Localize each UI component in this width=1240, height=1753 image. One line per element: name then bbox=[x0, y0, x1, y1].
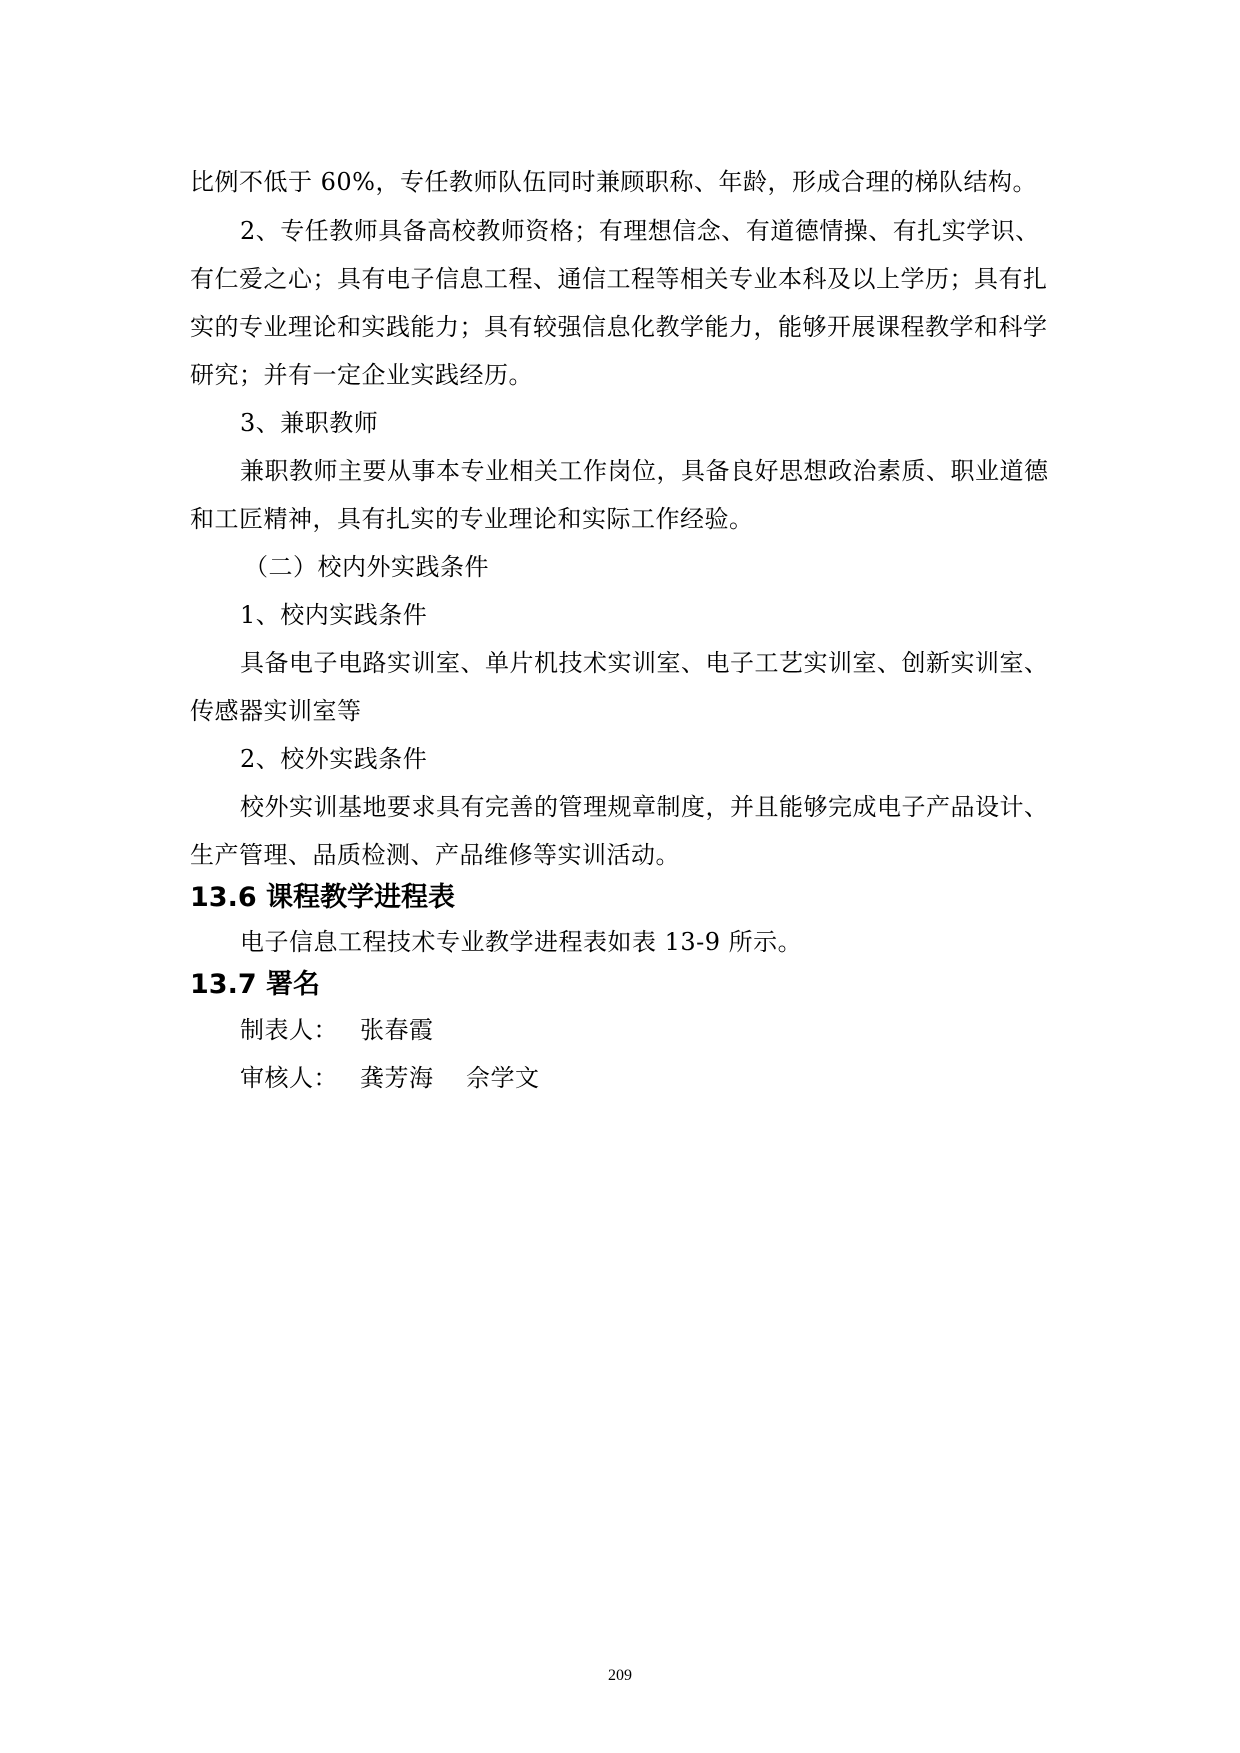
heading-13-6: 13.6 课程教学进程表 bbox=[190, 882, 456, 913]
reviewer-label: 审核人： bbox=[240, 1064, 338, 1092]
subsection-title: 1、校内实践条件 bbox=[240, 601, 428, 629]
preparer-line bbox=[240, 1014, 1070, 1046]
paragraph-line: 比例不低于 60%，专任教师队伍同时兼顾职称、年龄，形成合理的梯队结构。 bbox=[190, 168, 1037, 196]
section-title: （二）校内外实践条件 bbox=[244, 553, 489, 581]
subsection-title: 3、兼职教师 bbox=[240, 409, 379, 437]
paragraph-line: 和工匠精神，具有扎实的专业理论和实际工作经验。 bbox=[190, 505, 754, 533]
preparer-label: 制表人： bbox=[240, 1016, 338, 1044]
paragraph-line: 生产管理、品质检测、产品维修等实训活动。 bbox=[190, 841, 680, 869]
paragraph-line: 实的专业理论和实践能力；具有较强信息化教学能力，能够开展课程教学和科学 bbox=[190, 313, 1048, 341]
paragraph-line: 传感器实训室等 bbox=[190, 697, 362, 725]
reviewer-line bbox=[240, 1062, 1070, 1094]
reviewer-names: 龚芳海 佘学文 bbox=[360, 1064, 540, 1092]
paragraph-line: 兼职教师主要从事本专业相关工作岗位，具备良好思想政治素质、职业道德 bbox=[240, 457, 1049, 485]
paragraph-line: 校外实训基地要求具有完善的管理规章制度，并且能够完成电子产品设计、 bbox=[240, 793, 1049, 821]
paragraph-line: 研究；并有一定企业实践经历。 bbox=[190, 361, 533, 389]
paragraph-line: 具备电子电路实训室、单片机技术实训室、电子工艺实训室、创新实训室、 bbox=[240, 649, 1049, 677]
paragraph-line: 2、专任教师具备高校教师资格；有理想信念、有道德情操、有扎实学识、 bbox=[240, 217, 1040, 245]
paragraph-line: 电子信息工程技术专业教学进程表如表 13-9 所示。 bbox=[240, 928, 803, 956]
page-number: 209 bbox=[608, 1667, 632, 1684]
heading-13-7: 13.7 署名 bbox=[190, 969, 321, 1000]
paragraph-line: 有仁爱之心；具有电子信息工程、通信工程等相关专业本科及以上学历；具有扎 bbox=[190, 265, 1048, 293]
subsection-title: 2、校外实践条件 bbox=[240, 745, 428, 773]
preparer-name: 张春霞 bbox=[360, 1016, 434, 1044]
